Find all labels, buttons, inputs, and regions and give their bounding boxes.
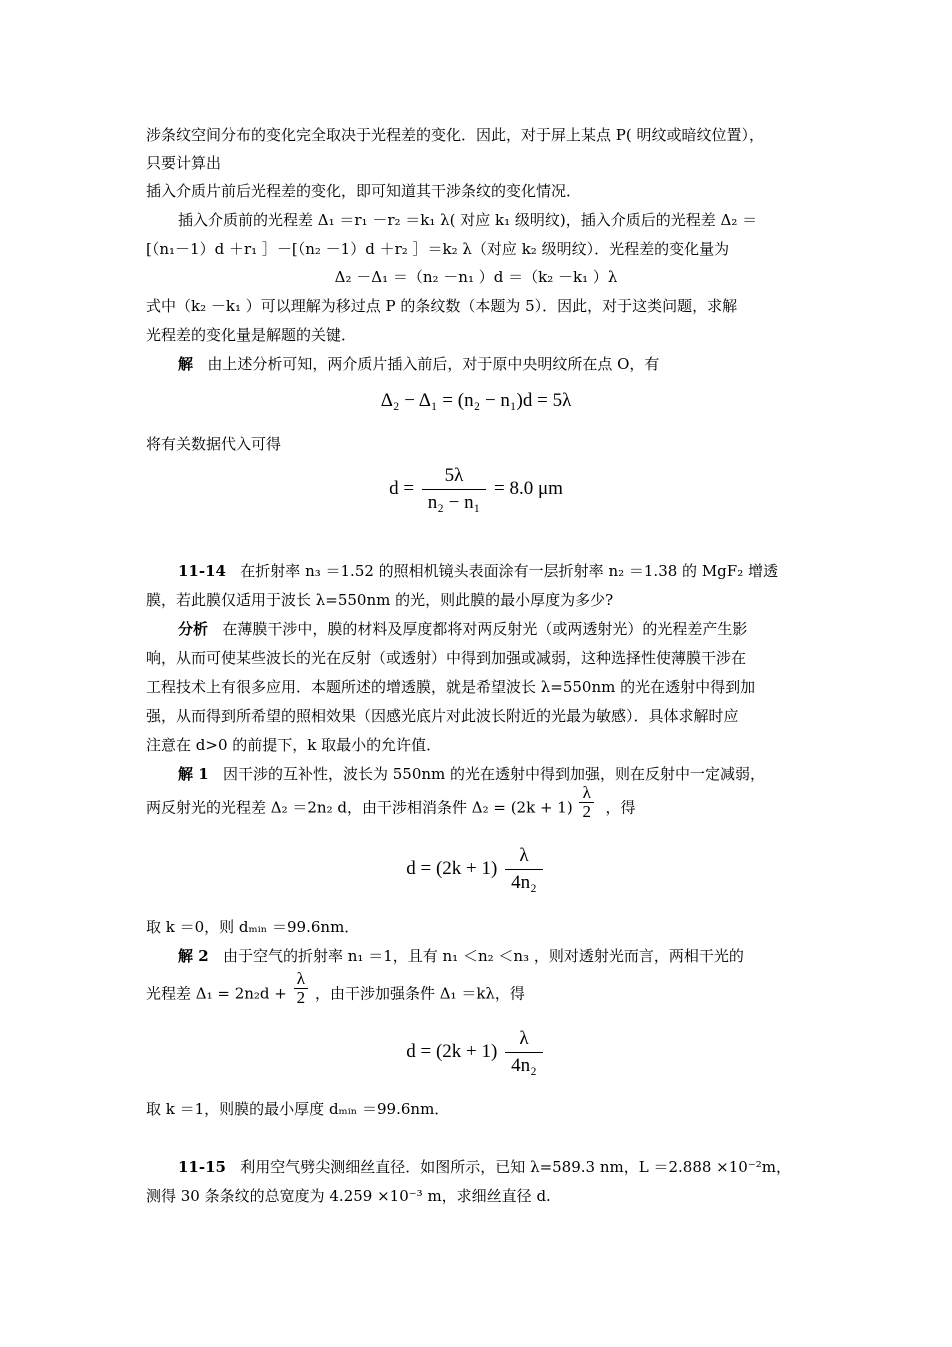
analysis-line bbox=[178, 618, 747, 640]
fraction-numerator: λ bbox=[579, 784, 594, 803]
text-line: 将有关数据代入可得 bbox=[146, 435, 282, 453]
text-line: 插入介质前的光程差 Δ₁ ＝r₁ －r₂ ＝k₁ λ( 对应 k₁ 级明纹)，插入介质后的光程差 Δ₂ ＝ bbox=[178, 211, 758, 229]
text-line: [（n₁－1）d ＋r₁ ］－[（n₂ －1）d ＋r₂ ］＝k₂ λ（对应 k₂ 级明纹）．光程差的变化量为 bbox=[146, 240, 730, 258]
problem-line bbox=[178, 560, 778, 582]
text-line-with-fraction bbox=[146, 969, 525, 1007]
small-fraction bbox=[294, 970, 309, 1007]
small-fraction bbox=[579, 784, 594, 821]
solution-label: 解 2 bbox=[178, 947, 209, 965]
text-line: 响，从而可使某些波长的光在反射（或透射）中得到加强或减弱，这种选择性使薄膜干涉在 bbox=[146, 649, 747, 667]
text-line: 只要计算出 bbox=[146, 154, 222, 172]
fraction bbox=[505, 845, 543, 894]
solution-line bbox=[178, 945, 744, 967]
equation-3 bbox=[0, 845, 952, 894]
fraction bbox=[505, 1028, 543, 1077]
text-segment: 两反射光的光程差 Δ₂ ＝2n₂ d，由干涉相消条件 Δ₂ = (2k + 1) bbox=[146, 798, 573, 817]
text-line: 插入介质片前后光程差的变化，即可知道其干涉条纹的变化情况． bbox=[146, 182, 582, 200]
inline-equation: Δ₂ －Δ₁ ＝（n₂ －n₁ ）d ＝（k₂ －k₁ ）λ bbox=[334, 268, 618, 286]
fraction-numerator: λ bbox=[505, 845, 543, 870]
text-segment: 光程差 Δ₁ = 2n₂d + bbox=[146, 984, 287, 1003]
solution-text: 因干涉的互补性，波长为 550nm 的光在透射中得到加强，则在反射中一定减弱， bbox=[222, 765, 766, 783]
solution-line bbox=[178, 353, 659, 375]
problem-line bbox=[178, 1156, 791, 1178]
analysis-text: 在薄膜干涉中，膜的材料及厚度都将对两反射光（或两透射光）的光程差产生影 bbox=[222, 620, 748, 638]
problem-text: 在折射率 n₃ ＝1.52 的照相机镜头表面涂有一层折射率 n₂ ＝1.38 的 MgF₂ 增透 bbox=[240, 562, 778, 580]
equation-2 bbox=[0, 465, 952, 514]
solution-line bbox=[178, 763, 765, 785]
solution-label: 解 bbox=[178, 355, 194, 373]
text-line: 注意在 d>0 的前提下，k 取最小的允许值． bbox=[146, 736, 442, 754]
text-segment: ，得 bbox=[605, 798, 636, 817]
equation-4 bbox=[0, 1028, 952, 1077]
fraction-numerator: λ bbox=[505, 1028, 543, 1053]
text-line: 光程差的变化量是解题的关键． bbox=[146, 326, 357, 344]
text-line: 取 k ＝1，则膜的最小厚度 dₘᵢₙ ＝99.6nm． bbox=[146, 1100, 450, 1118]
eq-lhs: d = (2k + 1) bbox=[406, 857, 498, 879]
text-line: 工程技术上有很多应用．本题所述的增透膜，就是希望波长 λ=550nm 的光在透射中得到加 bbox=[146, 678, 756, 696]
text-line: 强，从而得到所希望的照相效果（因感光底片对此波长附近的光最为敏感）．具体求解时应 bbox=[146, 707, 739, 725]
fraction-denominator: n₂ − n₁ bbox=[427, 492, 481, 513]
eq-rhs: = 8.0 μm bbox=[494, 477, 563, 499]
text-line: 膜，若此膜仅适用于波长 λ=550nm 的光，则此膜的最小厚度为多少? bbox=[146, 591, 614, 609]
fraction-numerator: 5λ bbox=[422, 465, 486, 490]
problem-number: 11-14 bbox=[178, 562, 226, 580]
analysis-label: 分析 bbox=[178, 620, 209, 638]
eq-lhs: d = (2k + 1) bbox=[406, 1040, 498, 1062]
fraction-denominator: 2 bbox=[582, 802, 591, 821]
fraction-denominator: 2 bbox=[296, 988, 306, 1007]
fraction-denominator: 4n₂ bbox=[511, 1055, 537, 1076]
text-line-with-fraction bbox=[146, 783, 636, 821]
fraction bbox=[422, 465, 486, 514]
text-segment: ，由干涉加强条件 Δ₁ ＝kλ，得 bbox=[314, 984, 525, 1003]
eq-lhs: d = bbox=[389, 477, 415, 499]
solution-label: 解 1 bbox=[178, 765, 209, 783]
fraction-denominator: 4n₂ bbox=[511, 872, 537, 893]
fraction-numerator: λ bbox=[294, 970, 309, 989]
problem-number: 11-15 bbox=[178, 1158, 226, 1176]
equation-1: Δ₂ − Δ₁ = (n₂ − n₁)d = 5λ bbox=[380, 390, 572, 411]
text-line: 测得 30 条条纹的总宽度为 4.259 ×10⁻³ m，求细丝直径 d. bbox=[146, 1187, 551, 1205]
solution-text: 由于空气的折射率 n₁ ＝1，且有 n₁ ＜n₂ ＜n₃ ，则对透射光而言，两相干光的 bbox=[222, 947, 744, 965]
text-line: 取 k ＝0，则 dₘᵢₙ ＝99.6nm． bbox=[146, 918, 360, 936]
text-line: 式中（k₂ －k₁ ）可以理解为移过点 P 的条纹数（本题为 5）．因此，对于这类问题，求解 bbox=[146, 297, 738, 315]
solution-text: 由上述分析可知，两介质片插入前后，对于原中央明纹所在点 O，有 bbox=[207, 355, 660, 373]
text-line: 涉条纹空间分布的变化完全取决于光程差的变化．因此，对于屏上某点 P( 明纹或暗纹位置）， bbox=[146, 126, 764, 144]
problem-text: 利用空气劈尖测细丝直径．如图所示，已知 λ=589.3 nm，L ＝2.888 ×10⁻²m， bbox=[240, 1158, 791, 1176]
